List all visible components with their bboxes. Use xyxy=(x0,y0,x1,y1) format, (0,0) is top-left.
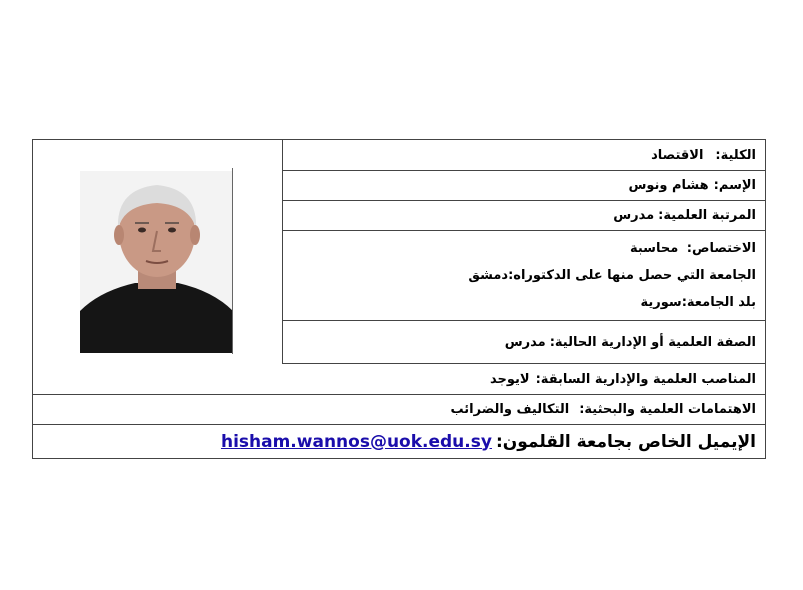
university-country-label: بلد الجامعة: xyxy=(681,295,756,310)
portrait-image xyxy=(80,171,233,353)
name-value: هشام ونوس xyxy=(628,178,709,193)
current-position-label: الصفة العلمية أو الإدارية الحالية: xyxy=(549,334,756,350)
rank-label: المرتبة العلمية: xyxy=(658,208,756,223)
research-interests-value: التكاليف والضرائب xyxy=(450,402,570,417)
phd-university-line xyxy=(468,268,756,283)
university-country-line xyxy=(641,295,756,310)
phd-university-value: دمشق xyxy=(468,268,509,283)
previous-positions-label: المناصب العلمية والإدارية السابقة: xyxy=(535,371,756,387)
email-link[interactable]: hisham.wannos@uok.edu.sy xyxy=(220,431,492,452)
current-position-value: مدرس xyxy=(504,334,546,350)
name-label: الإسم: xyxy=(713,178,756,193)
faculty-value: الاقتصاد xyxy=(651,147,704,163)
photo-cell xyxy=(33,140,283,364)
phd-university-label: الجامعة التي حصل منها على الدكتوراه: xyxy=(508,268,756,283)
faculty-label: الكلية: xyxy=(715,147,756,163)
previous-positions-value: لايوجد xyxy=(490,371,530,387)
email-row xyxy=(33,425,765,458)
rank-row xyxy=(283,201,765,231)
specialization-value: محاسبة xyxy=(629,241,679,256)
profile-card xyxy=(32,139,766,459)
university-country-value: سورية xyxy=(640,295,682,310)
academic-background-row xyxy=(283,231,765,321)
specialization-label: الاختصاص: xyxy=(686,241,756,256)
previous-positions-row xyxy=(33,364,765,395)
rank-value: مدرس xyxy=(613,208,655,223)
photo-border-line xyxy=(232,168,233,354)
profile-photo xyxy=(80,171,233,353)
research-interests-row xyxy=(33,395,765,425)
specialization-line xyxy=(630,241,756,256)
email-label: الإيميل الخاص بجامعة القلمون: xyxy=(495,431,756,452)
name-row xyxy=(283,171,765,201)
current-position-row xyxy=(283,321,765,364)
faculty-row xyxy=(283,140,765,171)
research-interests-label: الاهتمامات العلمية والبحثية: xyxy=(579,402,756,417)
